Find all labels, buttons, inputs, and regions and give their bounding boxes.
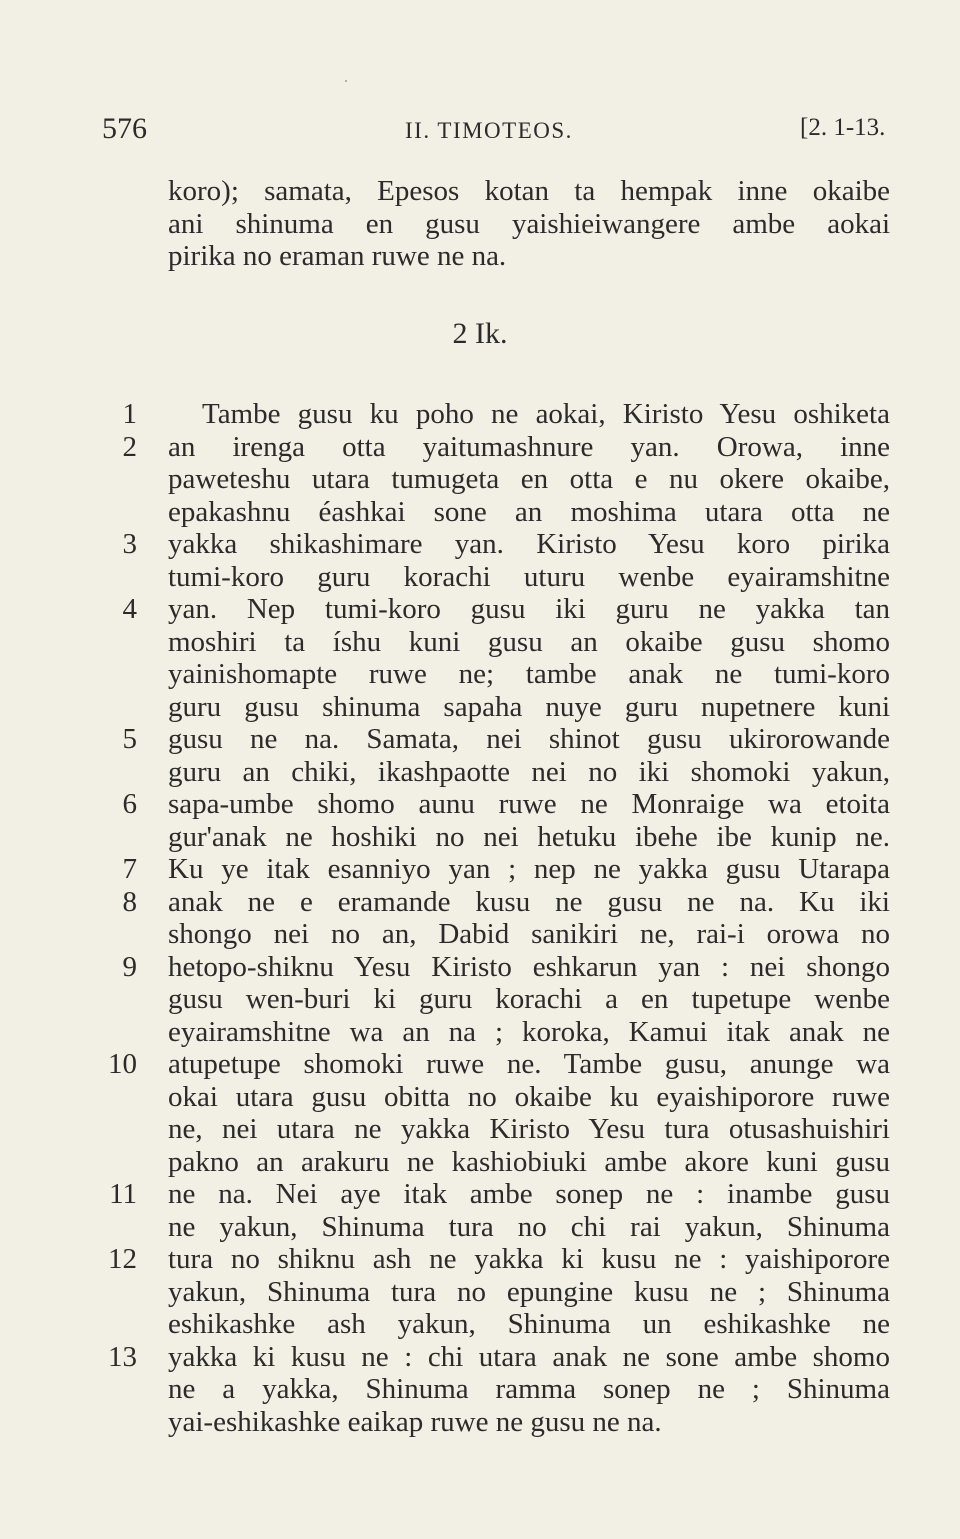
verse-number: 3 [122, 528, 137, 560]
verse-number: 12 [108, 1243, 137, 1275]
verse-number: 6 [122, 788, 137, 820]
text-line: yakka shikashimare yan. Kiristo Yesu koro pirika [168, 528, 890, 560]
running-title: II. TIMOTEOS. [405, 118, 573, 143]
section-heading: 2 Ik. [452, 317, 508, 350]
text-line: paweteshu utara tumugeta en otta e nu okere okaibe, [168, 463, 890, 495]
text-line: gusu ne na. Samata, nei shinot gusu ukirorowande [168, 723, 890, 755]
text-line: ne yakun, Shinuma tura no chi rai yakun, Shinuma [168, 1210, 890, 1243]
text-line: yai-eshikashke eaikap ruwe ne gusu ne na. [168, 1405, 662, 1438]
text-line: tura no shiknu ash ne yakka ki kusu ne : yaishiporore [168, 1243, 890, 1275]
text-line: eshikashke ash yakun, Shinuma un eshikashke ne [168, 1308, 890, 1340]
text-line: hetopo-shiknu Yesu Kiristo eshkarun yan : nei shongo [168, 950, 890, 983]
text-line: yakka ki kusu ne : chi utara anak ne sone ambe shomo [168, 1340, 890, 1373]
text-line: guru an chiki, ikashpaotte nei no iki shomoki yakun, [168, 755, 890, 788]
text-line: ne a yakka, Shinuma ramma sonep ne ; Shinuma [168, 1373, 890, 1405]
text-line: atupetupe shomoki ruwe ne. Tambe gusu, anunge wa [168, 1048, 890, 1080]
text-line: okai utara gusu obitta no okaibe ku eyaishiporore ruwe [168, 1080, 890, 1113]
text-line: sapa-umbe shomo aunu ruwe ne Monraige wa etoita [168, 788, 890, 820]
verse-number: 2 [122, 430, 137, 463]
text-line: koro); samata, Epesos kotan ta hempak inne okaibe [168, 175, 890, 207]
verse-number: 9 [122, 950, 137, 983]
verse-number: 7 [122, 853, 137, 885]
verse-number: 5 [122, 723, 137, 755]
text-line: pirika no eraman ruwe ne na. [168, 240, 507, 272]
text-line: yan. Nep tumi-koro gusu iki guru ne yakka tan [168, 593, 890, 625]
text-line: guru gusu shinuma sapaha nuye guru nupetnere kuni [168, 690, 890, 723]
verse-number: 1 [122, 398, 137, 430]
text-line: yakun, Shinuma tura no epungine kusu ne ; Shinuma [168, 1275, 890, 1308]
text-line: epakashnu éashkai sone an moshima utara otta ne [168, 495, 890, 528]
text-line: gur'anak ne hoshiki no nei hetuku ibehe ibe kunip ne. [168, 820, 890, 853]
text-line: ne na. Nei aye itak ambe sonep ne : inambe gusu [168, 1178, 890, 1210]
verse-number: 13 [108, 1340, 137, 1373]
page-header [0, 112, 960, 152]
page-number: 576 [102, 112, 147, 145]
text-line: pakno an arakuru ne kashiobiuki ambe akore kuni gusu [168, 1145, 890, 1178]
text-line: tumi-koro guru korachi uturu wenbe eyairamshitne [168, 560, 890, 593]
text-line: yainishomapte ruwe ne; tambe anak ne tumi-koro [168, 658, 890, 690]
print-speck [345, 80, 347, 82]
text-line: Tambe gusu ku poho ne aokai, Kiristo Yesu oshiketa [202, 398, 890, 430]
text-line: Ku ye itak esanniyo yan ; nep ne yakka gusu Utarapa [168, 853, 890, 885]
text-line: an irenga otta yaitumashnure yan. Orowa, inne [168, 430, 890, 463]
text-line: gusu wen-buri ki guru korachi a en tupetupe wenbe [168, 983, 890, 1015]
verse-number: 11 [109, 1178, 137, 1210]
text-line: moshiri ta íshu kuni gusu an okaibe gusu shomo [168, 625, 890, 658]
verse-number: 4 [122, 593, 137, 625]
text-line: ani shinuma en gusu yaishieiwangere ambe aokai [168, 207, 890, 240]
verse-number: 8 [122, 885, 137, 918]
text-line: shongo nei no an, Dabid sanikiri ne, rai-i orowa no [168, 918, 890, 950]
text-line: eyairamshitne wa an na ; koroka, Kamui itak anak ne [168, 1015, 890, 1048]
text-line: ne, nei utara ne yakka Kiristo Yesu tura otusashuishiri [168, 1113, 890, 1145]
text-line: anak ne e eramande kusu ne gusu ne na. Ku iki [168, 885, 890, 918]
verse-number: 10 [108, 1048, 137, 1080]
chapter-reference: [2. 1-13. [800, 114, 886, 141]
